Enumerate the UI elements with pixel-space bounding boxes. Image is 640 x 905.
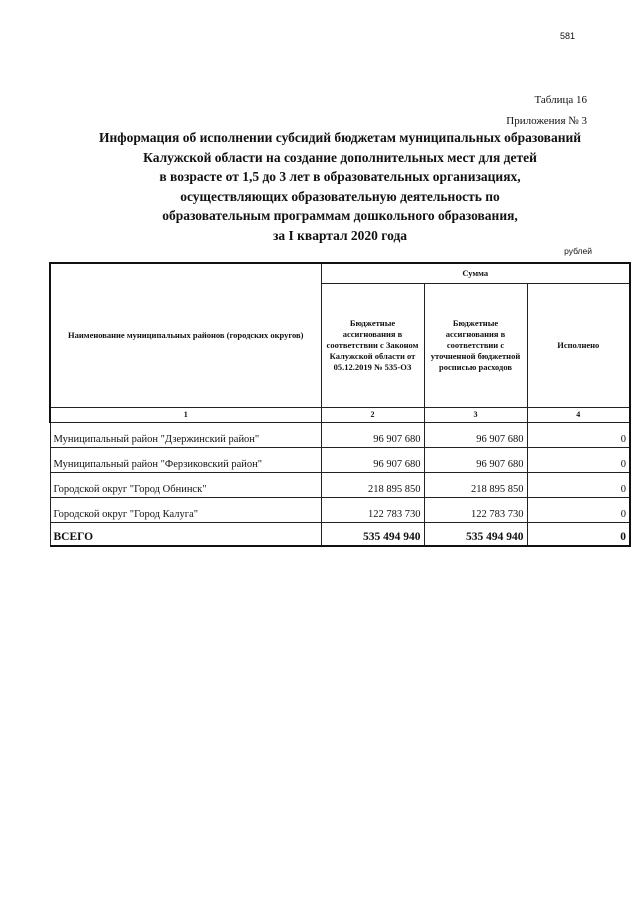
title-line: осуществляющих образовательную деятельность по <box>180 188 500 204</box>
column-number: 1 <box>50 407 321 422</box>
row-executed: 0 <box>527 447 630 472</box>
column-number: 3 <box>424 407 527 422</box>
row-law-allocation: 122 783 730 <box>321 497 424 522</box>
appendix-number: Приложения № 3 <box>506 115 587 127</box>
total-law-allocation: 535 494 940 <box>321 522 424 546</box>
total-revised-allocation: 535 494 940 <box>424 522 527 546</box>
table-reference <box>506 90 587 132</box>
page-number: 581 <box>560 31 576 41</box>
title-line: Информация об исполнении субсидий бюджетам муниципальных образований <box>98 130 582 145</box>
row-executed: 0 <box>527 422 630 447</box>
units-label: рублей <box>564 246 592 256</box>
document-title <box>60 128 620 246</box>
title-line: за I квартал 2020 года <box>272 227 408 243</box>
row-name: Муниципальный район "Ферзиковский район" <box>50 447 321 472</box>
title-line: образовательным программам дошкольного образования, <box>162 208 518 224</box>
table-row <box>50 472 630 497</box>
column-number: 4 <box>527 407 630 422</box>
table-row <box>50 422 630 447</box>
column-header-sum: Сумма <box>321 263 630 283</box>
column-header-executed: Исполнено <box>527 283 630 407</box>
row-revised-allocation: 122 783 730 <box>424 497 527 522</box>
row-executed: 0 <box>527 497 630 522</box>
column-header-law-allocations: Бюджетные ассигнования в соответствии с Законом Калужской области от 05.12.2019 № 535-ОЗ <box>321 283 424 407</box>
column-number: 2 <box>321 407 424 422</box>
row-name: Городской округ "Город Калуга" <box>50 497 321 522</box>
row-law-allocation: 96 907 680 <box>321 422 424 447</box>
row-law-allocation: 96 907 680 <box>321 447 424 472</box>
column-header-revised-allocations: Бюджетные ассигнования в соответствии с уточненной бюджетной росписью расходов <box>424 283 527 407</box>
row-revised-allocation: 96 907 680 <box>424 422 527 447</box>
total-row <box>50 522 630 546</box>
table-row <box>50 447 630 472</box>
total-executed: 0 <box>527 522 630 546</box>
row-executed: 0 <box>527 472 630 497</box>
table-row <box>50 497 630 522</box>
row-name: Муниципальный район "Дзержинский район" <box>50 422 321 447</box>
subsidy-table <box>49 262 631 547</box>
row-revised-allocation: 218 895 850 <box>424 472 527 497</box>
title-line: в возрасте от 1,5 до 3 лет в образовательных организациях, <box>159 169 521 185</box>
table-number: Таблица 16 <box>534 94 587 106</box>
total-label: ВСЕГО <box>50 522 321 546</box>
column-header-name: Наименование муниципальных районов (городских округов) <box>50 263 321 407</box>
title-line: Калужской области на создание дополнительных мест для детей <box>143 149 537 165</box>
row-revised-allocation: 96 907 680 <box>424 447 527 472</box>
row-name: Городской округ "Город Обнинск" <box>50 472 321 497</box>
row-law-allocation: 218 895 850 <box>321 472 424 497</box>
